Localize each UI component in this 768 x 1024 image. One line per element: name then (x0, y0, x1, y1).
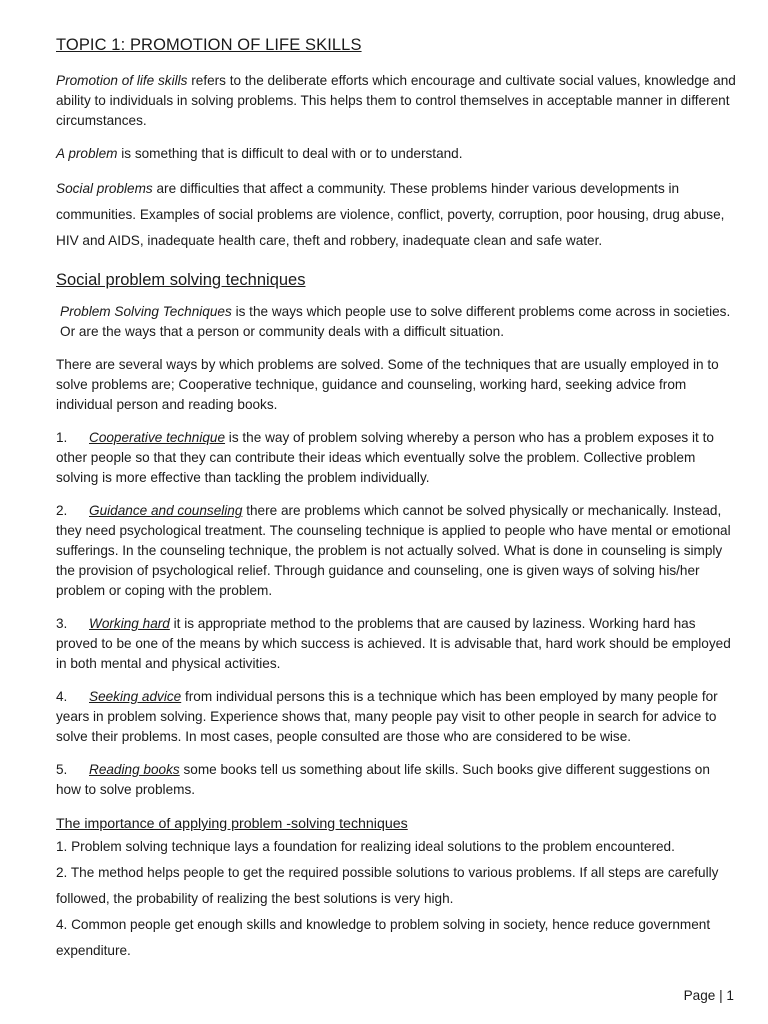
definition-problem (56, 144, 736, 164)
page-title: TOPIC 1: PROMOTION OF LIFE SKILLS (56, 36, 362, 54)
definition-text: is something that is difficult to deal with or to understand. (117, 146, 463, 161)
term-social-problems: Social problems (56, 181, 153, 196)
item-text: there are problems which cannot be solved physically or mechanically. Instead, they need psychological treatment. The counseling technique is applied to people who have mental or emotional sufferings. In the counseling technique, the problem is not actually solved. What is done in counseling is simply the provision of psychological relief. Through guidance and counseling, one is given ways of solving his/her problem or coping with the problem. (56, 503, 731, 598)
technique-item (56, 501, 736, 601)
technique-item (56, 760, 736, 800)
technique-item (56, 614, 736, 674)
item-number: 5. (56, 762, 68, 777)
item-text: some books tell us something about life skills. Such books give different suggestions on how to solve problems. (56, 762, 710, 797)
page-number: Page | 1 (683, 988, 734, 1003)
definition-text: are difficulties that affect a community. These problems hinder various developments in communities. Examples of social problems are violence, conflict, poverty, corruption, poor housing, drug abuse, HIV and AIDS, inadequate health care, theft and robbery, inadequate clean and safe water. (56, 181, 725, 248)
term-cooperative: Cooperative technique (89, 430, 226, 445)
definition-social-problems (56, 176, 736, 254)
term-reading-books: Reading books (89, 762, 180, 777)
item-text: it is appropriate method to the problems that are caused by laziness. Working hard has proved to be one of the means by which success is achieved. It is advisable that, hard work should be employed in both mental and physical activities. (56, 616, 731, 671)
definition-text: refers to the deliberate efforts which encourage and cultivate social values, knowledge and ability to individuals in solving problems. This helps them to control themselves in acceptable manner in different circumstances. (56, 73, 736, 128)
importance-item: 1. Problem solving technique lays a foundation for realizing ideal solutions to the problem encountered. (56, 839, 675, 854)
section-title-importance: The importance of applying problem -solving techniques (56, 816, 408, 832)
item-text: from individual persons this is a technique which has been employed by many people for years in problem solving. Experience shows that, many people pay visit to other people in search for advice to solve their problems. In most cases, people consulted are those who are considered to be wise. (56, 689, 718, 744)
item-number: 2. (56, 503, 68, 518)
term-problem: A problem (56, 146, 118, 161)
definition-text: is the ways which people use to solve different problems come across in societies. Or are the ways that a person or community deals with a difficult situation. (60, 304, 731, 339)
item-number: 1. (56, 430, 68, 445)
term-seeking-advice: Seeking advice (89, 689, 182, 704)
term-techniques: Problem Solving Techniques (60, 304, 232, 319)
document-page (56, 36, 736, 964)
term-guidance: Guidance and counseling (89, 503, 243, 518)
item-number: 3. (56, 616, 68, 631)
importance-item: 2. The method helps people to get the required possible solutions to various problems. If all steps are carefully followed, the probability of realizing the best solutions is very high. (56, 865, 719, 906)
section-title-techniques: Social problem solving techniques (56, 271, 306, 289)
technique-item (56, 428, 736, 488)
term-working-hard: Working hard (89, 616, 170, 631)
item-number: 4. (56, 689, 68, 704)
techniques-overview: There are several ways by which problems are solved. Some of the techniques that are usually employed in to solve problems are; Cooperative technique, guidance and counseling, working hard, seeking advice from individual person and reading books. (56, 357, 719, 412)
importance-item: 4. Common people get enough skills and knowledge to problem solving in society, hence reduce government expenditure. (56, 917, 711, 958)
term-life-skills: Promotion of life skills (56, 73, 188, 88)
item-text: is the way of problem solving whereby a person who has a problem exposes it to other people so that they can contribute their ideas which eventually solve the problem. Collective problem solving is more effective than tackling the problem individually. (56, 430, 714, 485)
definition-life-skills (56, 71, 736, 131)
definition-techniques (56, 302, 736, 342)
technique-item (56, 687, 736, 747)
